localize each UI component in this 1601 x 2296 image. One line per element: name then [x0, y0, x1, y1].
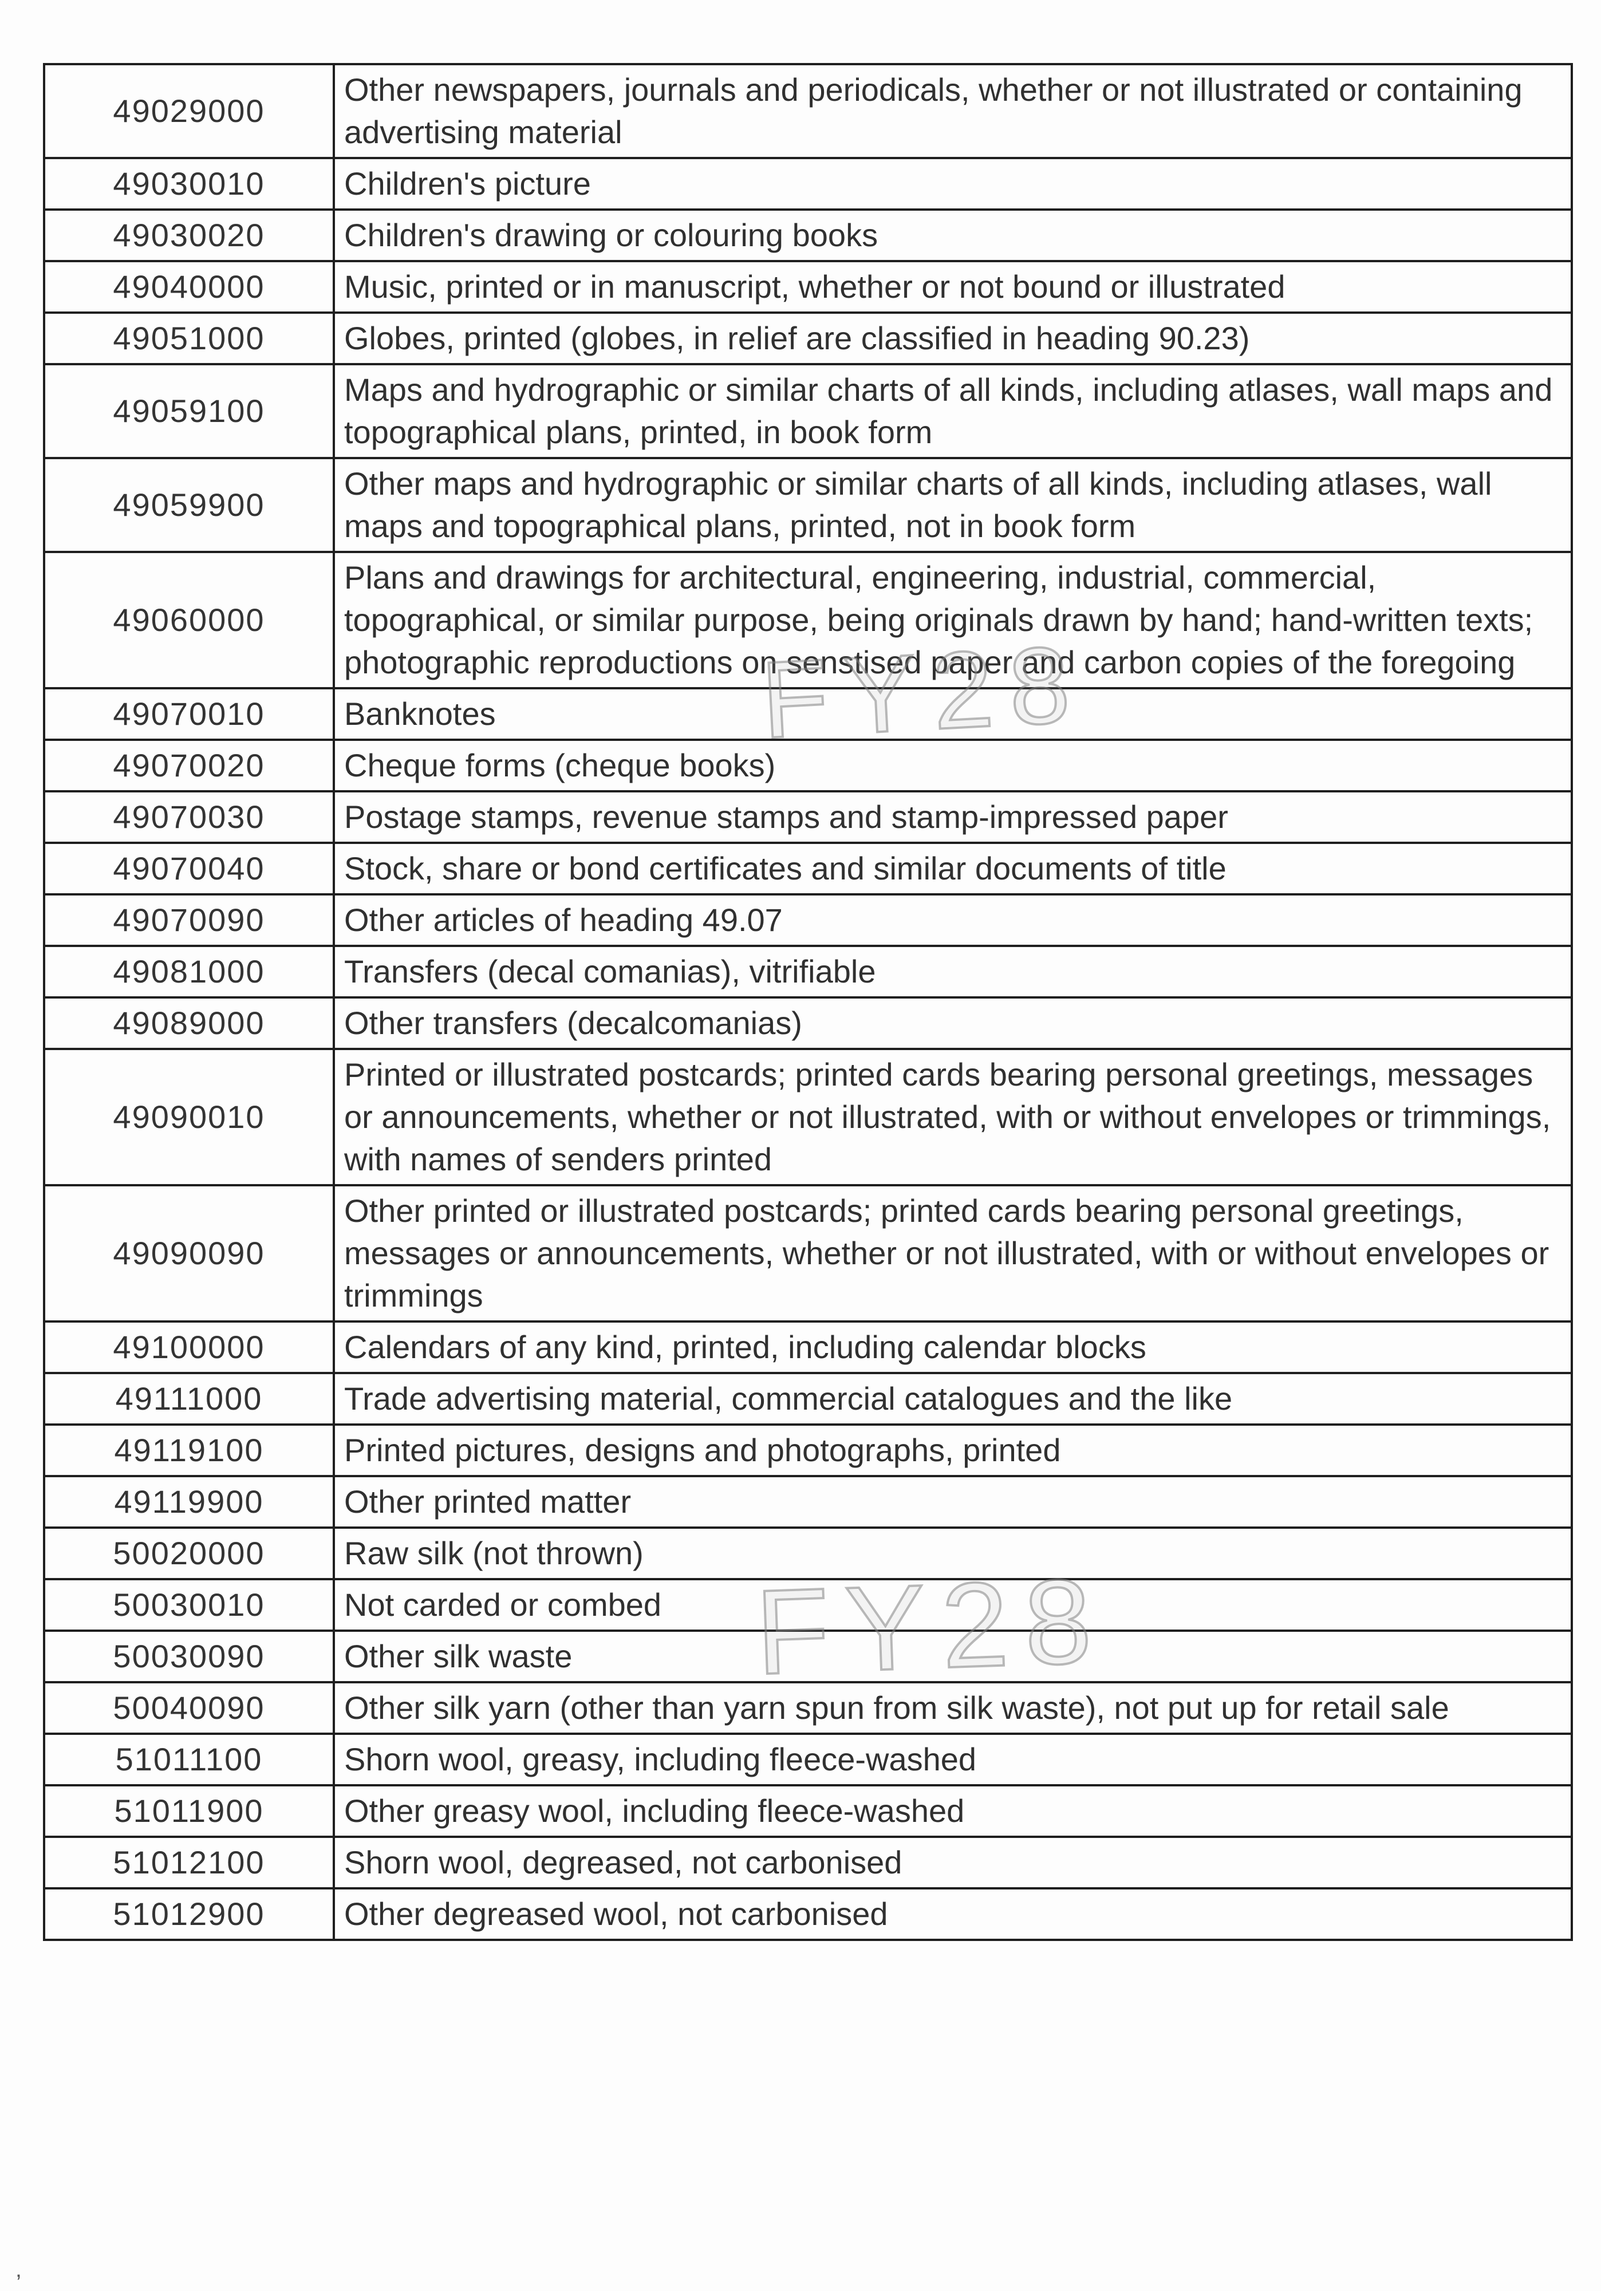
description-cell: Stock, share or bond certificates and similar documents of title	[334, 843, 1572, 894]
code-cell: 51011900	[44, 1785, 334, 1837]
table-row	[44, 261, 1572, 313]
description-cell: Shorn wool, degreased, not carbonised	[334, 1837, 1572, 1888]
table-row	[44, 1476, 1572, 1528]
table-row	[44, 210, 1572, 261]
table-row	[44, 1734, 1572, 1785]
code-cell: 49119900	[44, 1476, 334, 1528]
description-cell: Postage stamps, revenue stamps and stamp-impressed paper	[334, 791, 1572, 843]
table-row	[44, 364, 1572, 458]
table-row	[44, 740, 1572, 791]
description-cell: Shorn wool, greasy, including fleece-washed	[334, 1734, 1572, 1785]
code-cell: 50030090	[44, 1631, 334, 1682]
code-cell: 49030010	[44, 158, 334, 210]
watermark-fy28-bottom: FY28	[754, 1553, 1110, 1700]
code-cell: 49070010	[44, 688, 334, 740]
description-cell: Globes, printed (globes, in relief are classified in heading 90.23)	[334, 313, 1572, 364]
description-cell: Children's drawing or colouring books	[334, 210, 1572, 261]
description-cell: Other newspapers, journals and periodicals, whether or not illustrated or containing advertising material	[334, 64, 1572, 158]
description-cell: Maps and hydrographic or similar charts of all kinds, including atlases, wall maps and topographical plans, printed, in book form	[334, 364, 1572, 458]
code-cell: 49030020	[44, 210, 334, 261]
table-row	[44, 1425, 1572, 1476]
table-row	[44, 1373, 1572, 1425]
table-row	[44, 158, 1572, 210]
code-cell: 49060000	[44, 552, 334, 688]
table-row	[44, 843, 1572, 894]
description-cell: Other degreased wool, not carbonised	[334, 1888, 1572, 1940]
code-cell: 50020000	[44, 1528, 334, 1579]
table-row	[44, 1579, 1572, 1631]
code-cell: 49070020	[44, 740, 334, 791]
table-row	[44, 1837, 1572, 1888]
code-cell: 49090010	[44, 1049, 334, 1185]
tariff-code-table-body	[44, 64, 1572, 1940]
description-cell: Raw silk (not thrown)	[334, 1528, 1572, 1579]
code-cell: 51012900	[44, 1888, 334, 1940]
code-cell: 49100000	[44, 1321, 334, 1373]
description-cell: Printed pictures, designs and photographs, printed	[334, 1425, 1572, 1476]
table-row	[44, 946, 1572, 997]
table-row	[44, 1785, 1572, 1837]
code-cell: 49089000	[44, 997, 334, 1049]
table-row	[44, 64, 1572, 158]
description-cell: Other silk yarn (other than yarn spun from silk waste), not put up for retail sale	[334, 1682, 1572, 1734]
description-cell: Children's picture	[334, 158, 1572, 210]
table-row	[44, 1528, 1572, 1579]
table-row	[44, 1185, 1572, 1321]
description-cell: Other printed matter	[334, 1476, 1572, 1528]
table-row	[44, 997, 1572, 1049]
description-cell: Other greasy wool, including fleece-washed	[334, 1785, 1572, 1837]
table-row	[44, 791, 1572, 843]
description-cell: Not carded or combed	[334, 1579, 1572, 1631]
table-row	[44, 1631, 1572, 1682]
code-cell: 49070040	[44, 843, 334, 894]
tariff-code-table	[43, 63, 1573, 1941]
table-row	[44, 1321, 1572, 1373]
code-cell: 49081000	[44, 946, 334, 997]
code-cell: 49051000	[44, 313, 334, 364]
description-cell: Other articles of heading 49.07	[334, 894, 1572, 946]
code-cell: 51011100	[44, 1734, 334, 1785]
description-cell: Other maps and hydrographic or similar charts of all kinds, including atlases, wall maps and topographical plans, printed, not in book form	[334, 458, 1572, 552]
table-row	[44, 1888, 1572, 1940]
code-cell: 51012100	[44, 1837, 334, 1888]
table-row	[44, 1049, 1572, 1185]
description-cell: Transfers (decal comanias), vitrifiable	[334, 946, 1572, 997]
description-cell: Plans and drawings for architectural, engineering, industrial, commercial, topographical, or similar purpose, being originals drawn by hand; hand-written texts; photographic reproductions on senstised paper and carbon copies of the foregoing	[334, 552, 1572, 688]
code-cell: 50040090	[44, 1682, 334, 1734]
description-cell: Other transfers (decalcomanias)	[334, 997, 1572, 1049]
table-row	[44, 688, 1572, 740]
description-cell: Music, printed or in manuscript, whether or not bound or illustrated	[334, 261, 1572, 313]
description-cell: Other printed or illustrated postcards; printed cards bearing personal greetings, messages or announcements, whether or not illustrated, with or without envelopes or trimmings	[334, 1185, 1572, 1321]
code-cell: 49070090	[44, 894, 334, 946]
scan-artifact-mark: ’	[16, 2270, 21, 2295]
code-cell: 49090090	[44, 1185, 334, 1321]
code-cell: 49070030	[44, 791, 334, 843]
code-cell: 49119100	[44, 1425, 334, 1476]
description-cell: Trade advertising material, commercial catalogues and the like	[334, 1373, 1572, 1425]
watermark-fy28-top: FY28	[758, 623, 1089, 762]
table-row	[44, 313, 1572, 364]
code-cell: 49029000	[44, 64, 334, 158]
code-cell: 50030010	[44, 1579, 334, 1631]
description-cell: Calendars of any kind, printed, including calendar blocks	[334, 1321, 1572, 1373]
description-cell: Other silk waste	[334, 1631, 1572, 1682]
code-cell: 49059900	[44, 458, 334, 552]
code-cell: 49040000	[44, 261, 334, 313]
description-cell: Printed or illustrated postcards; printed cards bearing personal greetings, messages or announcements, whether or not illustrated, with or without envelopes or trimmings, with names of senders printed	[334, 1049, 1572, 1185]
code-cell: 49059100	[44, 364, 334, 458]
table-row	[44, 458, 1572, 552]
description-cell: Banknotes	[334, 688, 1572, 740]
code-cell: 49111000	[44, 1373, 334, 1425]
table-row	[44, 1682, 1572, 1734]
description-cell: Cheque forms (cheque books)	[334, 740, 1572, 791]
table-row	[44, 552, 1572, 688]
table-row	[44, 894, 1572, 946]
